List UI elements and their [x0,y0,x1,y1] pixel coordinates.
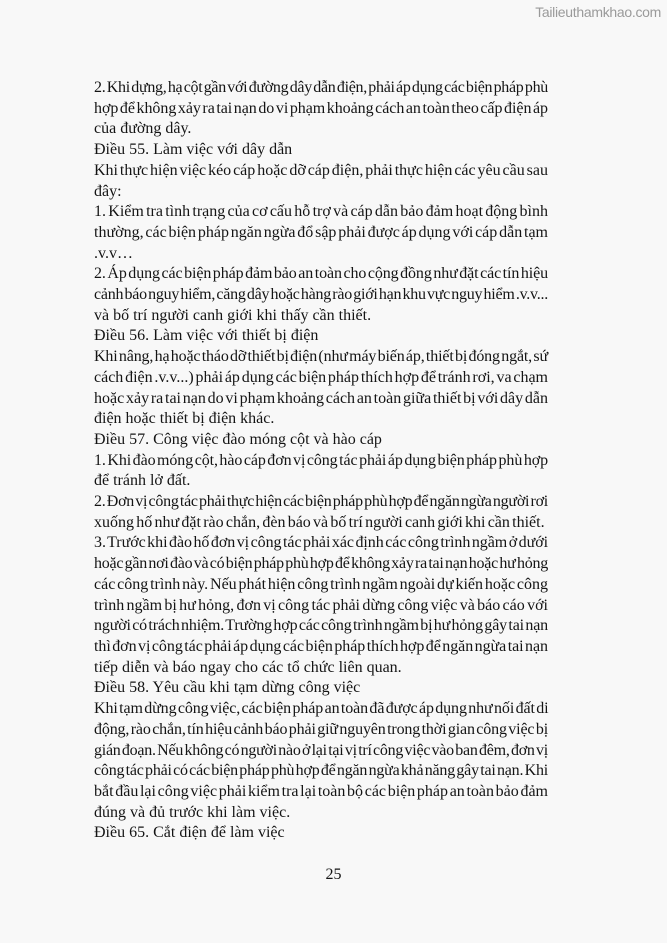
text-line: hoặc xảy ra tai nạn do vi phạm khoảng cách an toàn giữa thiết bị với dây dẫn [94,389,548,407]
text-line: điện hoặc thiết bị điện khác. [94,410,275,428]
text-line: người có trách nhiệm. Trường hợp các công trình ngầm bị hư hỏng gây tai nạn [94,617,548,635]
text-line: Khi thực hiện việc kéo cáp hoặc dỡ cáp điện, phải thực hiện các yêu cầu sau [94,161,548,179]
text-line: 1. Kiểm tra tình trạng của cơ cấu hỗ trợ và cáp dẫn bảo đảm hoạt động bình [94,203,548,221]
text-line: động, rào chắn, tín hiệu cảnh báo phải giữ nguyên trong thời gian công việc bị [94,720,548,738]
text-line: công tác phải có các biện pháp phù hợp để ngăn ngừa khả năng gây tai nạn. Khi [94,762,548,780]
text-line: 1. Khi đào móng cột, hào cáp đơn vị công tác phải áp dụng biện pháp phù hợp [94,451,548,469]
text-line: Khi nâng, hạ hoặc tháo dỡ thiết bị điện (như máy biến áp, thiết bị đóng ngắt, sứ [94,348,548,366]
text-line: tiếp diễn và báo ngay cho các tổ chức liên quan. [94,658,402,676]
text-line: để tránh lở đất. [94,472,191,490]
text-line: 3. Trước khi đào hố đơn vị công tác phải xác định các công trình ngầm ở dưới [94,534,548,552]
text-line: Khi tạm dừng công việc, các biện pháp an toàn đã được áp dụng như nối đất di [94,700,549,718]
text-line: thường, các biện pháp ngăn ngừa đổ sập phải được áp dụng với cáp dẫn tạm [94,223,548,241]
text-line: 2. Đơn vị công tác phải thực hiện các biện pháp phù hợp để ngăn ngừa người rơi [94,493,548,511]
text-line: các công trình này. Nếu phát hiện công trình ngầm ngoài dự kiến hoặc công [94,575,548,593]
article-heading-line: Điều 65. Cắt điện để làm việc [94,824,285,842]
document-body [94,78,548,844]
text-line: thì đơn vị công tác phải áp dụng các biện pháp thích hợp để ngăn ngừa tai nạn [94,637,548,655]
text-line: hợp để không xảy ra tai nạn do vi phạm khoảng cách an toàn theo cấp điện áp [94,99,548,117]
text-line: đúng và đủ trước khi làm việc. [94,803,291,821]
text-line: đây: [94,182,122,200]
text-line: của đường dây. [94,120,192,138]
text-line: hoặc gần nơi đào và có biện pháp phù hợp để không xảy ra tai nạn hoặc hư hỏng [94,555,548,573]
text-line: bắt đầu lại công việc phải kiểm tra lại toàn bộ các biện pháp an toàn bảo đảm [94,782,548,800]
page-number: 25 [325,866,342,883]
text-line: cách điện .v.v...) phải áp dụng các biện pháp thích hợp để tránh rơi, va chạm [94,368,548,386]
article-heading-line: Điều 55. Làm việc với dây dẫn [94,141,293,159]
text-line: trình ngầm bị hư hỏng, đơn vị công tác phải dừng công việc và báo cáo với [94,596,548,614]
article-heading-line: Điều 58. Yêu cầu khi tạm dừng công việc [94,679,361,697]
article-heading-line: Điều 57. Công việc đào móng cột và hào cáp [94,430,382,448]
text-line: xuống hố như đặt rào chắn, đèn báo và bố trí người canh giới khi cần thiết. [94,513,545,531]
text-line: 2. Áp dụng các biện pháp đảm bảo an toàn cho cộng đồng như đặt các tín hiệu [94,265,548,283]
article-heading-line: Điều 56. Làm việc với thiết bị điện [94,327,319,345]
text-line: và bố trí người canh giới khi thấy cần thiết. [94,306,372,324]
text-line: gián đoạn. Nếu không có người nào ở lại tại vị trí công việc vào ban đêm, đơn vị [94,741,548,759]
text-line: cảnh báo nguy hiểm, căng dây hoặc hàng rào giới hạn khu vực nguy hiểm .v.v... [94,286,548,304]
text-line: 2. Khi dựng, hạ cột gần với đường dây dẫn điện, phải áp dụng các biện pháp phù [94,79,548,96]
text-line: .v.v… [94,244,133,262]
watermark: Tailieuthamkhao.com [535,4,661,20]
